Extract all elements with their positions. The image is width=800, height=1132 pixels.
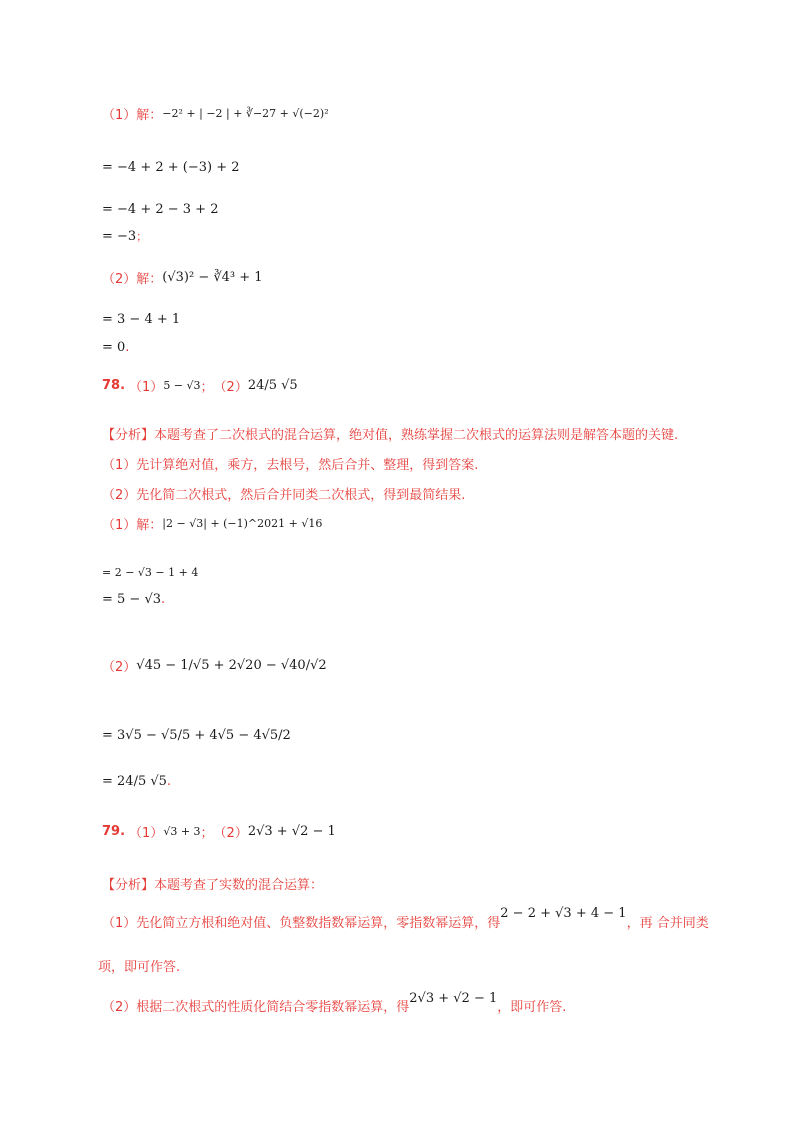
q79-sep: ； [200, 826, 214, 841]
p1-step2-text: = −4 + 2 − 3 + 2 [102, 202, 219, 217]
p1-step2 [102, 202, 218, 217]
q78-hint1-text: （1）先计算绝对值，乘方，去根号，然后合并、整理，得到答案. [102, 458, 479, 473]
p1-expression [162, 107, 328, 120]
q79-hint1-text-b: ，再 合并同类 [626, 916, 709, 931]
q78-sol2-step2-text: = 24/5 √5 [102, 774, 167, 789]
q78-analysis-tag: 【分析】 [102, 428, 155, 443]
q78-sol2-end: . [166, 774, 172, 789]
p1-label: （1）解： [102, 108, 163, 123]
q78-sol2-expression: √45 − 1/√5 + 2√20 − √40/√2 [136, 658, 327, 673]
q79-part2-label: （2） [213, 826, 248, 841]
p1-step1 [102, 160, 240, 175]
q78-analysis-text: 本题考查了二次根式的混合运算，绝对值，熟练掌握二次根式的运算法则是解答本题的关键. [154, 428, 679, 443]
q79-analysis [102, 874, 323, 893]
q78-analysis [102, 424, 678, 443]
p2-step2-text: = 0 [102, 340, 126, 355]
q78-sol2-step1 [102, 728, 291, 743]
q78-sol1-label: （1）解： [102, 518, 163, 533]
q79-part1-label: （1） [129, 826, 164, 841]
q78-sol1-step1 [102, 566, 198, 579]
q79-analysis-tag: 【分析】 [102, 878, 155, 893]
p2-line [102, 268, 263, 287]
q79-hint1-text-a: （1）先化简立方根和绝对值、负整数指数幂运算，零指数幂运算，得 [102, 916, 501, 931]
q79-hint1-text-c: 项，即可作答. [98, 960, 181, 975]
q79-part1-answer: √3 + 3 [163, 825, 201, 838]
q78-hint2-text: （2）先化简二次根式，然后合并同类二次根式，得到最简结果. [102, 488, 466, 503]
q78-part1-label: （1） [129, 380, 164, 395]
p2-label: （2）解： [102, 272, 163, 287]
p2-step1-text: = 3 − 4 + 1 [102, 312, 181, 327]
q79-hint1 [102, 906, 709, 931]
p2-step2 [102, 340, 129, 355]
q78-hint2 [102, 484, 465, 503]
q78-part2-label: （2） [213, 380, 248, 395]
q78-sol2-step2 [102, 774, 171, 789]
q78-sol2-step1-text: = 3√5 − √5/5 + 4√5 − 4√5/2 [102, 728, 291, 743]
q79-hint1-cont [98, 956, 181, 975]
q79-analysis-text: 本题考查了实数的混合运算： [154, 878, 324, 893]
q79-hint1-expression: 2 − 2 + √3 + 4 − 1 [500, 906, 627, 921]
q79-hint2-text-b: ，即可作答. [497, 1000, 567, 1015]
p2-step1 [102, 312, 180, 327]
q78-sol1-step2 [102, 592, 165, 607]
q79-part2-answer: 2√3 + √2 − 1 [247, 824, 336, 839]
p2-expression: (√3)² − ∛4³ + 1 [162, 270, 263, 285]
q78-sol2-line [102, 656, 327, 675]
p1-step1-text: = −4 + 2 + (−3) + 2 [102, 160, 240, 175]
q78-answer-line [102, 376, 298, 395]
q79-hint2-expression: 2√3 + √2 − 1 [409, 991, 498, 1006]
q78-sol1-line [102, 514, 322, 533]
p1-expression-text: −2² + | −2 | + ∛−27 + √(−2)² [162, 107, 329, 120]
q79-hint2 [102, 991, 567, 1015]
q78-number: 78. [102, 378, 126, 393]
p1-line [102, 104, 329, 123]
q78-part1-answer: 5 − √3 [163, 379, 201, 392]
q78-sol1-end: . [161, 592, 166, 607]
q79-hint2-text-a: （2）根据二次根式的性质化简结合零指数幂运算，得 [102, 1000, 410, 1015]
q79-number: 79. [102, 824, 126, 839]
q78-sol1-step2-text: = 5 − √3 [102, 592, 162, 607]
p1-step3 [102, 228, 147, 244]
q78-sep: ； [200, 380, 214, 395]
q78-sol2-label: （2） [102, 660, 137, 675]
p2-step2-end: . [125, 340, 130, 355]
q79-answer-line [102, 822, 336, 841]
p1-step3-end: ； [136, 230, 148, 243]
p1-step3-text: = −3 [102, 228, 137, 244]
q78-hint1 [102, 454, 478, 473]
q78-sol1-step1-text: = 2 − √3 − 1 + 4 [102, 566, 199, 579]
q78-sol1-expression: |2 − √3| + (−1)^2021 + √16 [162, 517, 323, 530]
q78-part2-answer: 24/5 √5 [247, 378, 298, 393]
